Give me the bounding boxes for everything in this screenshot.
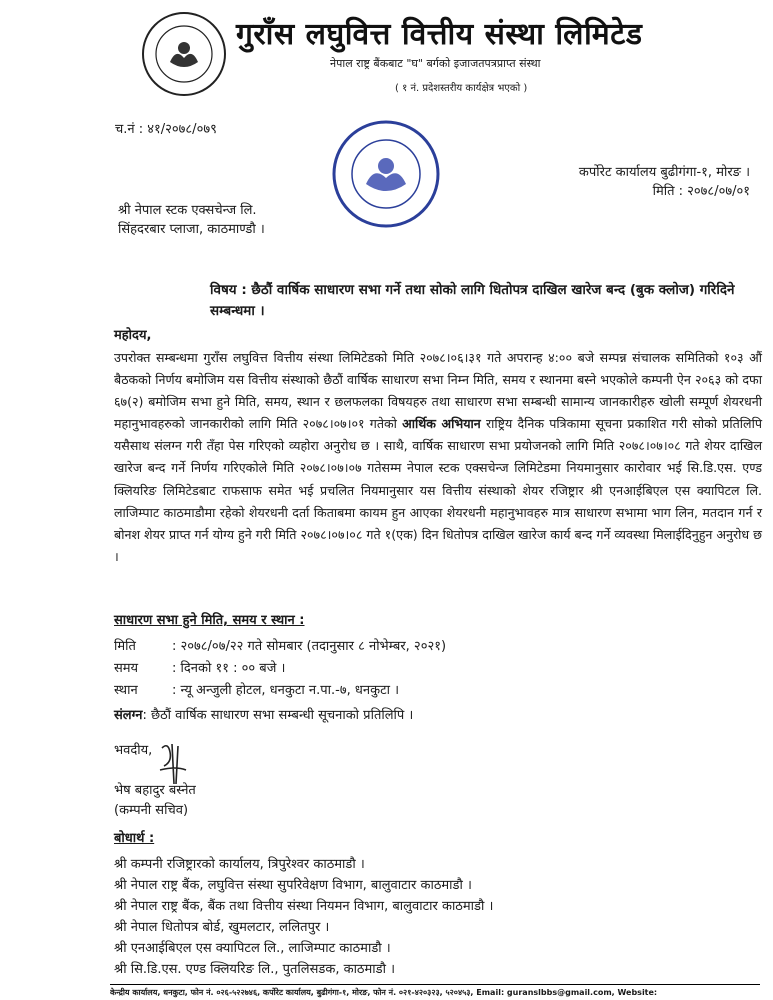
letter-date: मिति : २०७८/०७/०१ bbox=[652, 184, 750, 199]
scope-subtitle: ( १ नं. प्रदेशस्तरीय कार्यक्षेत्र भएको ) bbox=[395, 83, 528, 94]
meeting-date-label: मिति bbox=[114, 639, 136, 654]
cc-item: श्री कम्पनी रजिष्ट्रारको कार्यालय, त्रिपुरेश्वर काठमाडौ । bbox=[114, 857, 365, 872]
enclosure-label: संलग्न bbox=[114, 708, 143, 723]
cc-item: श्री नेपाल राष्ट्र बैंक, लघुवित्त संस्था सुपरिवेक्षण विभाग, बालुवाटार काठमाडौ । bbox=[114, 878, 472, 893]
meeting-time-value: : दिनको ११ : ०० बजे । bbox=[172, 661, 286, 676]
footer-contact: केन्द्रीय कार्यालय, धनकुटा, फोन नं. ०२६-५२२७४६, कर्पोरेट कार्यालय, बुढीगंगा-१, मोरङ, फोन नं. ०२१-४२०३२३, ५२०४५३, Email: guranslbbs@gmail.com, Website: bbox=[110, 988, 658, 997]
signatory-title: (कम्पनी सचिव) bbox=[114, 803, 189, 818]
body-text-2: राष्ट्रिय दैनिक पत्रिकामा सूचना प्रकाशित गरी सोको प्रतिलिपि यसैसाथ संलग्न गरी तँहा पेस गरिएको व्यहोरा अनुरोध छ । साथै, वार्षिक साधारण सभा प्रयोजनको लागि मिति २०७८।०७।०८ गते शेयर दाखिल खारेज बन्द गर्ने निर्णय गरिएकोले मिति २०७८।०७।०७ गतेसम्म नेपाल स्टक एक्सचेन्ज लिमिटेडमा नियमानुसार कारोवार भई सि.डि.एस. एण्ड क्लियरिङ लिमिटेडबाट राफसाफ समेत भई प्रचलित नियमानुसार यस वित्तीय संस्थाको शेयर रजिष्ट्रार श्री एनआईबिएल एस क्यापिटल लि. लाजिम्पाट काठमाडौमा रहेको शेयरधनी दर्ता किताबमा कायम हुन आएका शेयरधनी महानुभावहरु मात्र साधारण सभामा भाग लिन, मतदान गर्न र बोनश शेयर प्राप्त गर्न योग्य हुने गरी मिति २०७८।०७।०८ गते १(एक) दिन धितोपत्र दाखिल खारेज कार्य बन्द गर्ने व्यवस्था मिलाईदिनुहुन अनुरोध छ । bbox=[114, 416, 763, 564]
meeting-place-label: स्थान bbox=[114, 683, 138, 698]
body-text-1: उपरोक्त सम्बन्धमा गुराँस लघुवित्त वित्तीय संस्था लिमिटेडको मिति २०७८।०६।३१ गते अपरान्ह ४:०० बजे सम्पन्न संचालक समितिको १०३ औं बैठकको निर्णय बमोजिम यस वित्तीय संस्थाको छैठौं वार्षिक साधारण सभा निम्न मिति, समय र स्थानमा बस्ने भएकोले कम्पनी ऐन २०६३ को दफा ६७(२) बमोजिम सभा हुने मिति, समय, स्थान र छलफलका विषयहरु तथा साधारण सभा सम्बन्धी सामान्य जानकारीहरु खोली सम्पूर्ण शेयरधनी महानुभावहरुको जानकारीको लागि मिति २०७८।०७।०१ गतेको bbox=[114, 350, 762, 432]
salutation: महोदय, bbox=[114, 328, 152, 343]
cc-item: श्री सि.डि.एस. एण्ड क्लियरिङ लि., पुतलिसडक, काठमाडौ । bbox=[114, 962, 396, 977]
company-name: गुराँस लघुवित्त वित्तीय संस्था लिमिटेड bbox=[236, 17, 643, 52]
enclosure-value: : छैठौं वार्षिक साधारण सभा सम्बन्धी सूचनाको प्रतिलिपि । bbox=[142, 708, 414, 723]
meeting-date-value: : २०७८/०७/२२ गते सोमबार (तदानुसार ८ नोभेम्बर, २०२१) bbox=[172, 639, 447, 654]
newspaper-name: आर्थिक अभियान bbox=[402, 416, 481, 432]
letter-body bbox=[114, 347, 762, 568]
official-seal-stamp bbox=[330, 118, 442, 230]
meeting-place-row bbox=[114, 680, 399, 698]
cc-item: श्री नेपाल धितोपत्र बोर्ड, खुमलटार, ललितपुर । bbox=[114, 920, 330, 935]
recipient-address: सिंहदरबार प्लाजा, काठमाण्डौ । bbox=[118, 222, 265, 237]
closing-regards: भवदीय, bbox=[114, 743, 153, 758]
cc-item: श्री नेपाल राष्ट्र बैंक, बैंक तथा वित्तीय संस्था नियमन विभाग, बालुवाटार काठमाडौ । bbox=[114, 899, 494, 914]
letter-subject: विषय : छैठौं वार्षिक साधारण सभा गर्ने तथा सोको लागि धितोपत्र दाखिल खारेज बन्द (बुक क्लोज) गरिदिने सम्बन्धमा । bbox=[210, 282, 735, 319]
reference-number: च.नं : ४१/२०७८/०७९ bbox=[115, 122, 217, 137]
meeting-time-label: समय bbox=[114, 661, 139, 676]
meeting-date-row bbox=[114, 636, 446, 654]
license-subtitle: नेपाल राष्ट्र बैंकबाट "घ" बर्गको इजाजतपत्रप्राप्त संस्था bbox=[330, 57, 541, 70]
meeting-time-row bbox=[114, 658, 285, 676]
enclosure-row bbox=[114, 705, 413, 723]
cc-title: बोधार्थ : bbox=[114, 831, 155, 846]
meeting-place-value: : न्यू अन्जुली होटल, धनकुटा न.पा.-७, धनकुटा । bbox=[172, 683, 400, 698]
recipient-name: श्री नेपाल स्टक एक्सचेन्ज लि. bbox=[118, 203, 257, 218]
cc-item: श्री एनआईबिएल एस क्यापिटल लि., लाजिम्पाट काठमाडौ । bbox=[114, 941, 391, 956]
signatory-name: भेष बहादुर बस्नेत bbox=[114, 783, 196, 798]
footer-divider bbox=[110, 984, 760, 985]
meeting-section-title: साधारण सभा हुने मिति, समय र स्थान : bbox=[114, 613, 305, 628]
company-logo bbox=[140, 10, 228, 98]
corporate-office-address: कर्पोरेट कार्यालय बुढीगंगा-१, मोरङ । bbox=[578, 165, 750, 180]
